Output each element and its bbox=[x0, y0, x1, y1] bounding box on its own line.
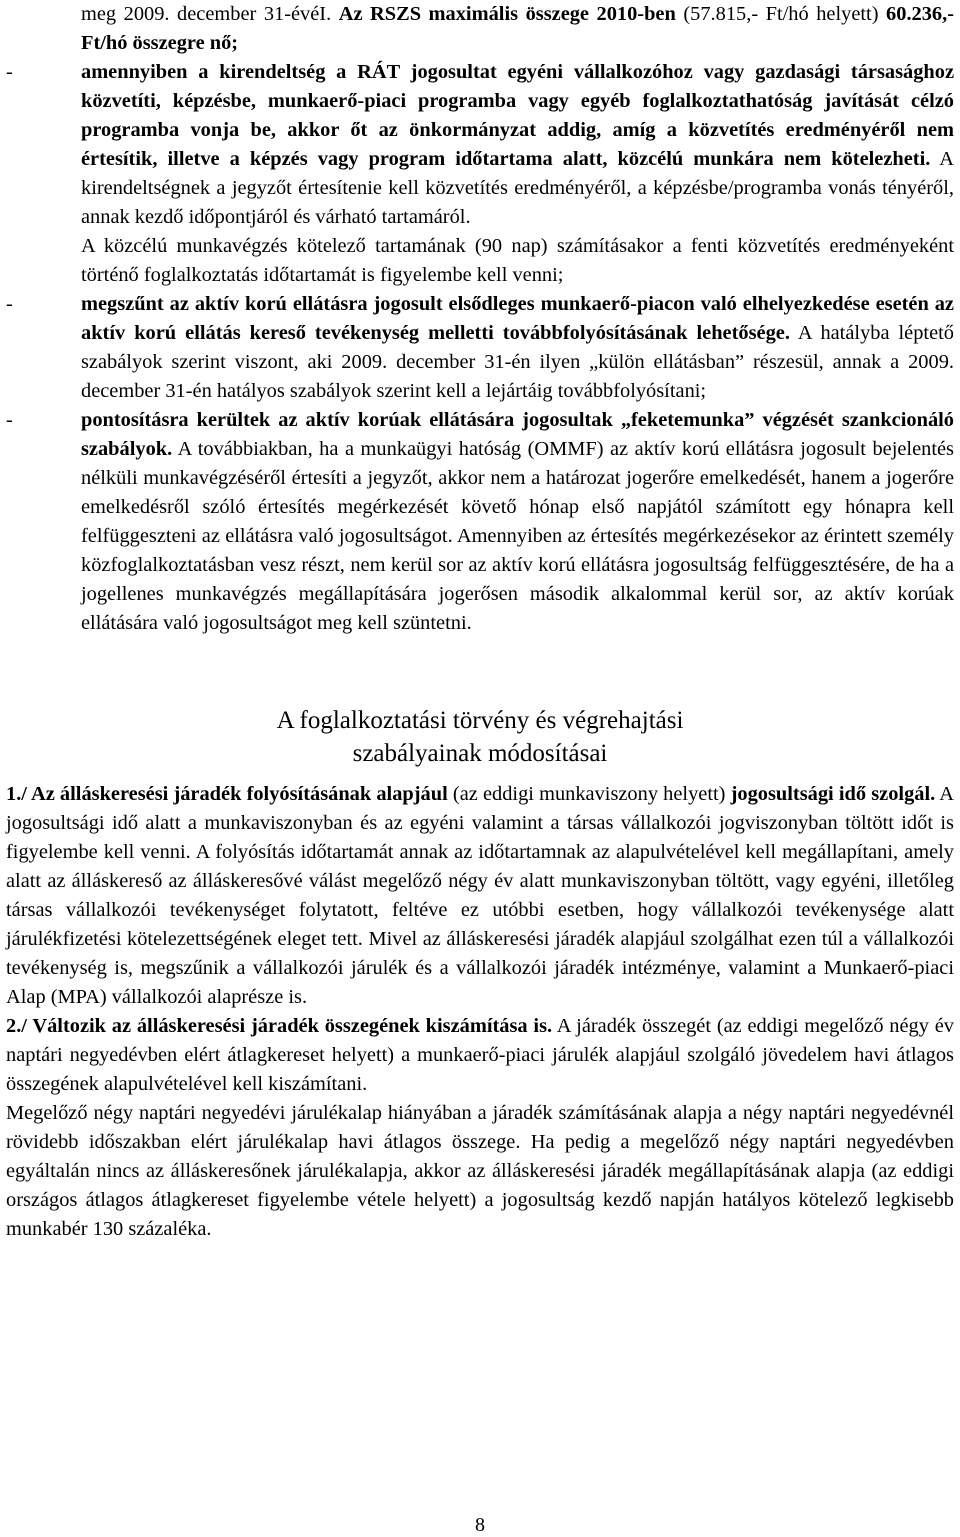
spacer bbox=[6, 638, 954, 704]
bullet-item-3 bbox=[6, 406, 954, 638]
intro-paragraph bbox=[6, 0, 954, 58]
bullet-3-text: A továbbiakban, ha a munkaügyi hatóság (OMMF) az aktív korú ellátásra jogosult bejelentés nélküli munkavégzéséről értesíti a jegyzőt, akkor nem a határozat jogerőre emelkedését, hanem a jogerőre emelkedésről szóló értesítés megérkezését követő hónap első napjától számított egy hónapra kell felfüggeszteni az ellátásra való jogosultságot. Amennyiben az értesítés megérkezésekor az érintett személy közfoglalkoztatásban vesz részt, nem kerül sor az aktív korú ellátásra jogosultság felfüggesztésére, de ha a jogellenes munkavégzés megállapítására jogerősen második alkalommal kerül sor, az aktív korúak ellátására való jogosultságot meg kell szüntetni. bbox=[81, 438, 954, 634]
item-2-paragraph-2: Megelőző négy naptári negyedévi járulékalap hiányában a járadék számításának alapja a négy naptári negyedévnél rövidebb időszakban elért járulékalap havi átlagos összege. Ha pedig a megelőző négy naptári negyedévben egyáltalán nincs az álláskeresőnek járulékalapja, akkor az álláskeresési járadék megállapításának alapja (az eddigi országos átlagos átlagkereset figyelembe vétele helyett) a jogosultság kezdő napján hatályos kötelező legkisebb munkabér 130 százaléka. bbox=[6, 1102, 954, 1240]
section-heading-line-2: szabályainak módosításai bbox=[352, 740, 608, 767]
bullet-1-text: A kirendeltségnek a jegyzőt értesítenie kell közvetítés eredményéről, a képzésbe/programba vonás tényéről, annak kezdő időpontjáról és várható tartamáról. bbox=[81, 148, 955, 228]
intro-bold-d: 60.236,- Ft/hó összegre nő; bbox=[81, 3, 955, 54]
bullet-item-1 bbox=[6, 58, 954, 232]
item-1-bold-b: jogosultsági idő szolgál. bbox=[730, 783, 936, 805]
item-1-bold-a: 1./ Az álláskeresési járadék folyósításának alapjául bbox=[6, 783, 448, 805]
intro-text-a: meg 2009. december 31-évéI. bbox=[81, 3, 339, 25]
item-2-bold: 2./ Változik az álláskeresési járadék összegének kiszámítása is. bbox=[6, 1015, 553, 1037]
item-1-text-a: (az eddigi munkaviszony helyett) bbox=[447, 783, 731, 805]
intro-text-c: (57.815,- Ft/hó helyett) bbox=[675, 3, 887, 25]
spacer bbox=[6, 770, 954, 780]
bullet-item-2 bbox=[6, 290, 954, 406]
bullet-2-bold: megszűnt az aktív korú ellátásra jogosult elsődleges munkaerő-piacon való elhelyezkedése esetén az aktív korú ellátás kereső tevékenység melletti továbbfolyósításának lehetősége. bbox=[81, 293, 954, 344]
bullet-1-continuation: A közcélú munkavégzés kötelező tartamának (90 nap) számításakor a fenti közvetítés eredményeként történő foglalkoztatás időtartamát is figyelembe kell venni; bbox=[81, 235, 954, 286]
item-2-paragraph bbox=[6, 1012, 954, 1099]
document-page bbox=[6, 0, 954, 1244]
item-1-text-b: A jogosultsági idő alatt a munkaviszonyban és az egyéni valamint a társas vállalkozói jogviszonyban töltött időt is figyelembe kell venni. A folyósítás időtartamát annak az időtartamnak az alapulvételével kell megállapítani, amely alatt az álláskereső az álláskeresővé válást megelőző négy év alatt munkaviszonyban töltött, vagy egyéni, illetőleg társas vállalkozói tevékenységet folytatott, feltéve ez utóbbi esetben, hogy vállalkozói tevékenysége alatt járulékfizetési kötelezettségének eleget tett. Mivel az álláskeresési járadék alapjául szolgálhat ezen túl a vállalkozói tevékenység is, megszűnik a vállalkozói járulék és a vállalkozói járadék intézménye, valamint a Munkaerő-piaci Alap (MPA) vállalkozói alaprésze is. bbox=[6, 783, 954, 1008]
item-2-text: A járadék összegét (az eddigi megelőző négy év naptári negyedévben elért átlagkereset helyett) a munkaerő-piaci járulék alapjául szolgáló jövedelem havi átlagos összegének alapulvételével kell kiszámítani. bbox=[6, 1015, 954, 1095]
bullet-3-bold: pontosításra kerültek az aktív korúak ellátására jogosultak „feketemunka” végzését szankcionáló szabályok. bbox=[81, 409, 954, 460]
bullet-dash: - bbox=[6, 61, 13, 83]
section-heading bbox=[6, 704, 954, 770]
bullet-2-text: A hatályba léptető szabályok szerint viszont, aki 2009. december 31-én ilyen „külön ellátásban” részesül, annak a 2009. december 31-én hatályos szabályok szerint kell a lejártáig továbbfolyósítani; bbox=[81, 322, 955, 402]
bullet-1-bold: amennyiben a kirendeltség a RÁT jogosultat egyéni vállalkozóhoz vagy gazdasági társasághoz közvetíti, képzésbe, munkaerő-piaci programba vagy egyéb foglalkoztathatóság javítását célzó programba vonja be, akkor őt az önkormányzat addig, amíg a közvetítés eredményéről nem értesítik, illetve a képzés vagy program időtartama alatt, közcélú munkára nem kötelezheti. bbox=[81, 61, 954, 170]
item-1-paragraph bbox=[6, 780, 954, 1012]
page-number: 8 bbox=[475, 1514, 485, 1536]
section-heading-line-1: A foglalkoztatási törvény és végrehajtási bbox=[276, 707, 684, 734]
intro-bold-b: Az RSZS maximális összege 2010-ben bbox=[338, 3, 676, 25]
bullet-dash: - bbox=[6, 293, 13, 315]
bullet-dash: - bbox=[6, 409, 13, 431]
